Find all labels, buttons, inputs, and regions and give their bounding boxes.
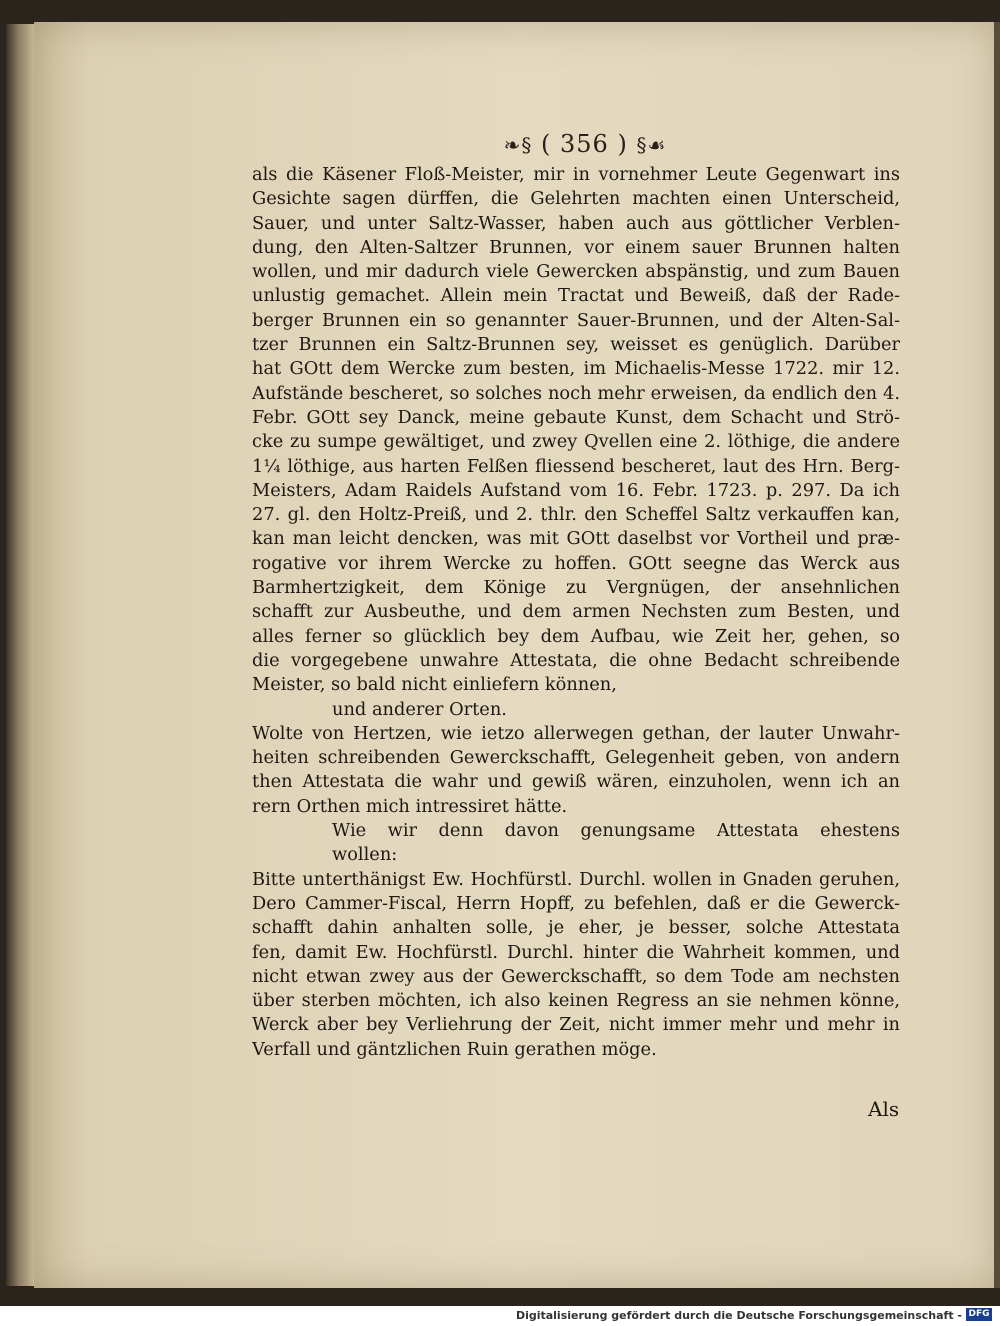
- text-line: fen, damit Ew. Hochfürstl. Durchl. hinter die Wahrheit kommen, und: [252, 941, 900, 963]
- header-ornament-left: ❧§: [503, 133, 533, 157]
- text-line: Verfall und gäntzlichen Ruin gerathen möge.: [252, 1038, 657, 1060]
- text-line: schafft dahin anhalten solle, je eher, je besser, solche Attestata: [252, 917, 900, 939]
- text-line: 27. gl. den Holtz-Preiß, und 2. thlr. den Scheffel Saltz verkauffen kan,: [252, 504, 900, 526]
- text-line: rern Orthen mich intressiret hätte.: [252, 795, 568, 817]
- text-line: berger Brunnen ein so genannter Sauer-Brunnen, und der Alten-Sal-: [252, 309, 900, 331]
- text-line: Wolte von Hertzen, wie ietzo allerwegen gethan, der lauter Unwahr-: [252, 722, 900, 744]
- text-line: Dero Cammer-Fiscal, Herrn Hopff, zu befehlen, daß er die Gewerck-: [252, 892, 900, 914]
- page-number: ( 356 ): [541, 130, 628, 158]
- text-line: heiten schreibenden Gewerckschafft, Gelegenheit geben, von andern: [252, 747, 900, 769]
- text-line: über sterben möchten, ich also keinen Regress an sie nehmen könne,: [252, 990, 900, 1012]
- text-line: cke zu sumpe gewältiget, und zwey Qvellen eine 2. löthige, die andere: [252, 431, 900, 453]
- text-line: alles ferner so glücklich bey dem Aufbau, wie Zeit her, gehen, so: [252, 625, 900, 647]
- text-line: Wie wir denn davon genungsame Attestata ehestens: [332, 820, 900, 842]
- text-line: tzer Brunnen ein Saltz-Brunnen sey, weisset es genüglich. Darüber: [252, 334, 900, 356]
- text-line: dung, den Alten-Saltzer Brunnen, vor einem sauer Brunnen halten: [252, 236, 900, 258]
- text-line: kan man leicht dencken, was mit GOtt daselbst vor Vortheil und præ-: [252, 528, 900, 550]
- text-line: Barmhertzigkeit, dem Könige zu Vergnügen, der ansehnlichen: [252, 577, 900, 599]
- text-line: und anderer Orten.: [332, 698, 507, 720]
- text-line: rogative vor ihrem Wercke zu hoffen. GOtt seegne das Werck aus: [252, 552, 900, 574]
- text-line: Aufstände bescheret, so solches noch mehr erweisen, da endlich den 4.: [252, 382, 900, 404]
- text-line: Sauer, und unter Saltz-Wasser, haben auch aus göttlicher Verblen-: [252, 212, 900, 234]
- text-line: Meister, so bald nicht einliefern können,: [252, 674, 617, 696]
- header-ornament-right: §☙: [636, 133, 667, 157]
- text-line: Bitte unterthänigst Ew. Hochfürstl. Durchl. wollen in Gnaden geruhen,: [252, 868, 900, 890]
- text-line: als die Käsener Floß-Meister, mir in vornehmer Leute Gegenwart ins: [252, 164, 900, 185]
- text-line: then Attestata die wahr und gewiß wären, einzuholen, wenn ich an: [252, 771, 900, 793]
- text-line: Werck aber bey Verliehrung der Zeit, nicht immer mehr und mehr in: [252, 1014, 900, 1036]
- text-line: unlustig gemachet. Allein mein Tractat und Beweiß, daß der Rade-: [252, 285, 900, 307]
- dfg-logo: DFG: [966, 1308, 992, 1321]
- text-line: die vorgegebene unwahre Attestata, die ohne Bedacht schreibende: [252, 649, 900, 671]
- text-line: schafft zur Ausbeuthe, und dem armen Nechsten zum Besten, und: [252, 601, 900, 623]
- footer-credit: Digitalisierung gefördert durch die Deutsche Forschungsgemeinschaft -: [515, 1309, 962, 1322]
- text-line: hat GOtt dem Wercke zum besten, im Michaelis-Messe 1722. mir 12.: [252, 358, 900, 380]
- text-line: wollen, und mir dadurch viele Gewercken abspänstig, und zum Bauen: [252, 261, 900, 283]
- page-right-edge: [994, 22, 1000, 1288]
- page-body-text: [252, 163, 900, 1062]
- text-line: nicht etwan zwey aus der Gewerckschafft, so dem Tode am nechsten: [252, 965, 900, 987]
- catchword: Als: [868, 1097, 900, 1121]
- text-line: Gesichte sagen dürffen, die Gelehrten machten einen Unterscheid,: [252, 188, 900, 210]
- text-line: Meisters, Adam Raidels Aufstand vom 16. Febr. 1723. p. 297. Da ich: [252, 479, 900, 501]
- page-left-edge: [6, 24, 36, 1286]
- page-header: [490, 130, 680, 164]
- text-line: wollen:: [332, 844, 398, 866]
- text-line: 1¼ löthige, aus harten Felßen fliessend bescheret, laut des Hrn. Berg-: [252, 455, 900, 477]
- text-line: Febr. GOtt sey Danck, meine gebaute Kunst, dem Schacht und Strö-: [252, 406, 900, 428]
